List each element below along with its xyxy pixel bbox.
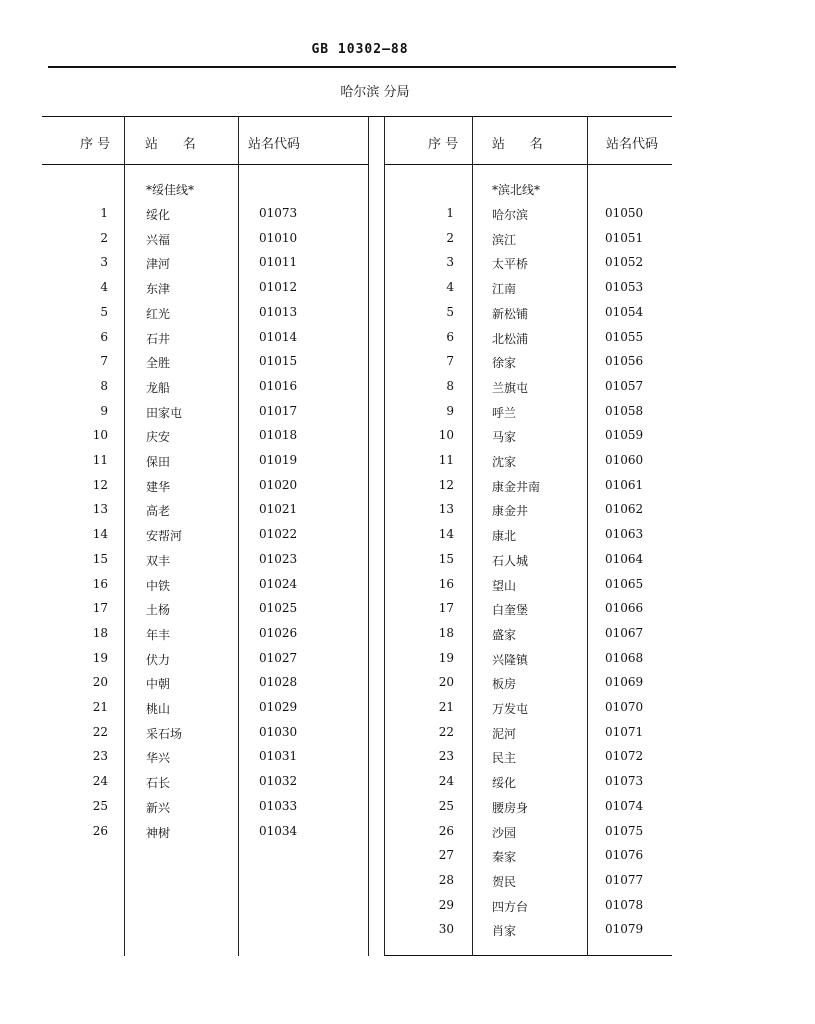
station-name: 全胜 [146,356,171,371]
station-code: 01010 [259,230,298,245]
row-number: 6 [100,329,108,344]
station-name: 康金井南 [492,479,541,494]
station-code: 01066 [605,601,644,616]
station-name: 伏力 [146,652,171,667]
row-number: 13 [92,502,108,517]
row-number: 23 [438,749,454,764]
row-number: 27 [438,848,454,863]
table-row [0,404,815,428]
row-number: 15 [438,551,454,566]
station-code: 01077 [605,872,644,887]
station-code: 01017 [259,403,298,418]
row-number: 26 [92,823,108,838]
station-code: 01031 [259,749,298,764]
station-name: 新松铺 [492,306,529,321]
station-name: 建华 [146,479,171,494]
station-code: 01023 [259,551,298,566]
station-name: 太平桥 [492,257,529,272]
standard-code: GB 10302—88 [311,42,409,57]
station-code: 01019 [259,453,298,467]
station-name: 安帮河 [146,529,183,544]
station-code: 01029 [259,700,298,714]
station-name: 高老 [146,504,171,519]
station-name: 腰房身 [492,800,529,815]
station-name: 滨江 [492,232,517,247]
table-row [0,922,815,946]
table-row [0,231,815,255]
row-number: 22 [438,724,454,739]
row-number: 6 [446,329,454,344]
station-name: 保田 [146,455,171,469]
table-row [0,305,815,329]
right-header-seq: 序 号 [428,137,459,152]
station-name: 徐家 [492,356,517,371]
station-code: 01073 [259,206,298,220]
row-number: 10 [438,428,454,443]
row-number: 2 [100,230,108,245]
row-number: 7 [100,354,108,369]
right-line-name: *滨北线* [492,183,541,197]
row-number: 3 [446,255,454,270]
station-name: 康金井 [492,504,529,519]
station-code: 01018 [259,428,298,443]
table-row [0,675,815,699]
station-name: 石井 [146,331,171,346]
station-code: 01069 [605,675,644,690]
table-bottom-rule [384,955,672,956]
table-row [0,898,815,922]
row-number: 17 [92,601,108,616]
station-code: 01012 [259,280,298,295]
station-code: 01062 [605,502,644,517]
station-code: 01011 [259,255,298,270]
row-number: 21 [92,700,108,714]
station-name: 红光 [146,306,171,321]
station-name: 沈家 [492,455,517,469]
station-name: 呼兰 [492,405,517,420]
table-row [0,700,815,724]
station-code: 01075 [605,823,644,838]
row-number: 14 [92,527,108,542]
row-number: 13 [438,502,454,517]
table-row [0,552,815,576]
table-row [0,255,815,279]
station-code: 01014 [259,329,298,344]
station-code: 01058 [605,403,644,418]
station-code: 01052 [605,255,644,270]
row-number: 21 [438,700,454,714]
row-number: 17 [438,601,454,616]
station-code: 01032 [259,774,298,789]
station-name: 中朝 [146,677,171,692]
station-code: 01053 [605,280,644,295]
station-name: 泥河 [492,726,517,741]
table-row [0,527,815,551]
table-row [0,824,815,848]
station-name: 板房 [492,677,517,692]
row-number: 15 [92,551,108,566]
row-number: 5 [100,304,108,319]
station-name: 贺民 [492,874,517,889]
station-code: 01051 [605,230,644,245]
station-name: 庆安 [146,430,171,445]
station-name: 兴福 [146,232,171,247]
row-number: 1 [446,206,454,220]
station-code: 01078 [605,897,644,912]
station-name: 绥化 [146,208,171,222]
row-number: 14 [438,527,454,542]
row-number: 2 [446,230,454,245]
station-code: 01026 [259,625,298,640]
table-row [0,428,815,452]
station-name: 田家屯 [146,405,183,420]
station-code: 01071 [605,724,644,739]
row-number: 11 [438,453,454,467]
row-number: 3 [100,255,108,270]
station-code: 01016 [259,378,298,393]
left-header-seq: 序 号 [80,137,111,152]
row-number: 4 [100,280,108,295]
station-name: 石长 [146,776,171,791]
station-name: 石人城 [492,553,529,568]
station-name: 双丰 [146,553,171,568]
station-code: 01020 [259,477,298,492]
table-row [0,280,815,304]
station-code: 01056 [605,354,644,369]
station-code: 01055 [605,329,644,344]
table-row [0,749,815,773]
station-code: 01070 [605,700,644,714]
station-code: 01015 [259,354,298,369]
station-name: 龙船 [146,380,171,395]
table-top-rule [42,116,672,117]
row-number: 30 [438,922,454,937]
table-row [0,502,815,526]
station-name: 中铁 [146,578,171,593]
table-row [0,354,815,378]
table-row [0,379,815,403]
station-name: 土杨 [146,603,171,618]
station-code: 01022 [259,527,298,542]
station-code: 01073 [605,774,644,789]
station-name: 四方台 [492,899,529,914]
station-name: 哈尔滨 [492,208,529,222]
station-code: 01064 [605,551,644,566]
table-row [0,601,815,625]
station-code: 01030 [259,724,298,739]
row-number: 10 [92,428,108,443]
table-row [0,799,815,823]
table-row [0,453,815,477]
station-name: 兴隆镇 [492,652,529,667]
row-number: 22 [92,724,108,739]
station-name: 神树 [146,825,171,840]
station-name: 秦家 [492,850,517,865]
row-number: 18 [438,625,454,640]
table-row [0,577,815,601]
station-name: 盛家 [492,627,517,642]
row-number: 25 [438,798,454,813]
station-code: 01074 [605,798,644,813]
station-name: 沙园 [492,825,517,840]
row-number: 8 [100,378,108,393]
station-name: 新兴 [146,800,171,815]
station-code: 01024 [259,576,298,591]
row-number: 9 [100,403,108,418]
row-number: 9 [446,403,454,418]
row-number: 25 [92,798,108,813]
station-code: 01067 [605,625,644,640]
table-row [0,873,815,897]
station-code: 01054 [605,304,644,319]
row-number: 4 [446,280,454,295]
station-code: 01061 [605,477,644,492]
row-number: 12 [92,477,108,492]
right-header-station: 站 名 [492,137,543,152]
row-number: 19 [92,650,108,665]
row-number: 18 [92,625,108,640]
station-name: 兰旗屯 [492,380,529,395]
left-header-code: 站名代码 [248,137,301,152]
station-name: 桃山 [146,702,171,716]
station-code: 01021 [259,502,298,517]
table-row [0,774,815,798]
station-name: 年丰 [146,627,171,642]
row-number: 24 [92,774,108,789]
station-name: 白奎堡 [492,603,529,618]
row-number: 28 [438,872,454,887]
table-row [0,478,815,502]
row-number: 24 [438,774,454,789]
station-code: 01027 [259,650,298,665]
station-code: 01013 [259,304,298,319]
station-name: 肖家 [492,924,517,939]
left-line-name: *绥佳线* [146,183,195,197]
station-name: 采石场 [146,726,183,741]
header-bottom-rule-right [384,164,672,165]
table-row [0,330,815,354]
station-code: 01068 [605,650,644,665]
station-name: 华兴 [146,751,171,766]
station-name: 万发屯 [492,702,529,716]
row-number: 26 [438,823,454,838]
station-name: 康北 [492,529,517,544]
row-number: 11 [92,453,108,467]
station-name: 望山 [492,578,517,593]
station-name: 绥化 [492,776,517,791]
row-number: 23 [92,749,108,764]
row-number: 1 [100,206,108,220]
table-row [0,626,815,650]
row-number: 12 [438,477,454,492]
station-name: 江南 [492,282,517,297]
table-row [0,206,815,230]
station-code: 01072 [605,749,644,764]
station-code: 01028 [259,675,298,690]
station-code: 01060 [605,453,644,467]
row-number: 16 [438,576,454,591]
table-row [0,725,815,749]
row-number: 20 [92,675,108,690]
row-number: 5 [446,304,454,319]
station-code: 01033 [259,798,298,813]
top-rule [48,66,676,68]
station-code: 01063 [605,527,644,542]
row-number: 16 [92,576,108,591]
station-code: 01065 [605,576,644,591]
right-header-code: 站名代码 [606,137,659,152]
table-row [0,651,815,675]
table-row [0,848,815,872]
station-code: 01050 [605,206,644,220]
row-number: 20 [438,675,454,690]
row-number: 29 [438,897,454,912]
left-header-station: 站 名 [145,137,196,152]
station-code: 01076 [605,848,644,863]
row-number: 19 [438,650,454,665]
bureau-title: 哈尔滨 分局 [340,85,410,100]
station-code: 01059 [605,428,644,443]
station-name: 东津 [146,282,171,297]
header-bottom-rule-left [42,164,368,165]
station-code: 01079 [605,922,644,937]
row-number: 8 [446,378,454,393]
station-name: 民主 [492,751,517,766]
row-number: 7 [446,354,454,369]
station-code: 01025 [259,601,298,616]
station-code: 01034 [259,823,298,838]
station-name: 津河 [146,257,171,272]
station-name: 马家 [492,430,517,445]
station-code: 01057 [605,378,644,393]
station-name: 北松浦 [492,331,529,346]
